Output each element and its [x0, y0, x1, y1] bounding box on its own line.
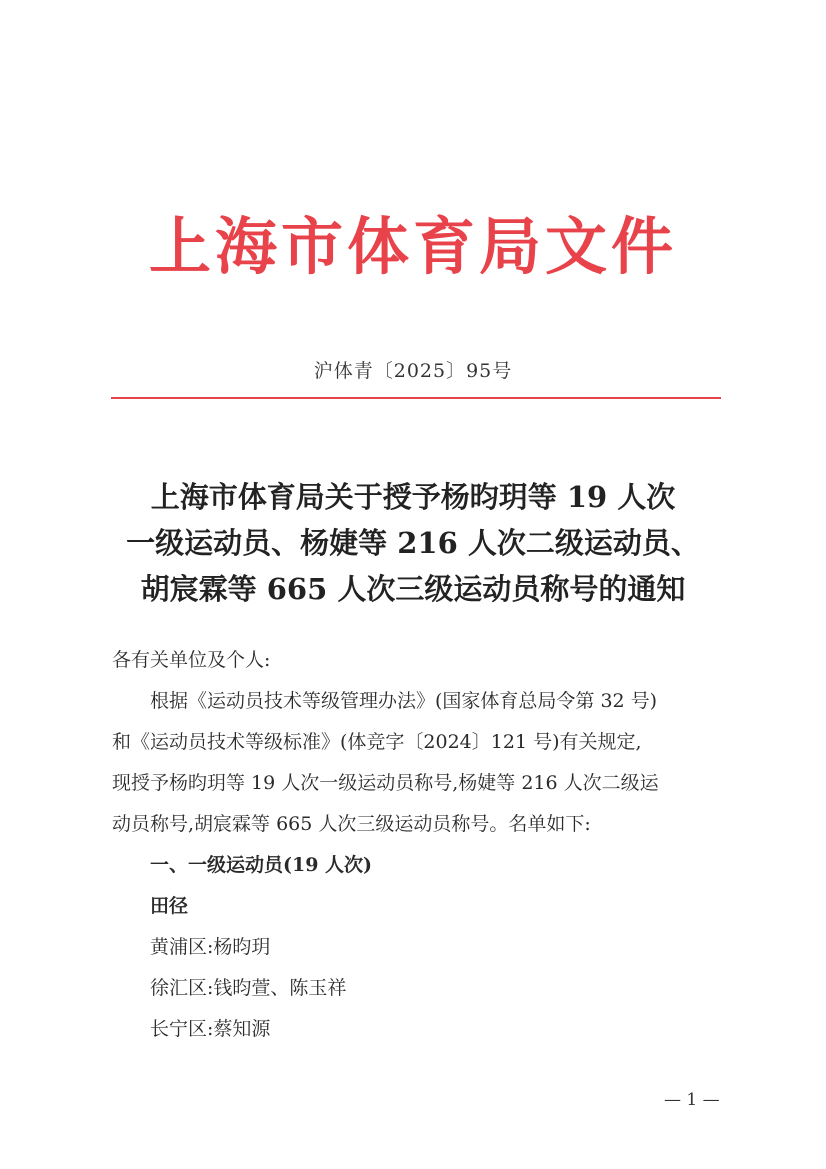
notice-body: [112, 640, 726, 1050]
document-number: 沪体青〔2025〕95号: [313, 360, 513, 382]
paragraph-line-2: 和《运动员技术等级标准》(体竞字〔2024〕121 号)有关规定,: [112, 731, 642, 753]
sub-heading: 田径: [150, 895, 189, 917]
list-item: 长宁区:蔡知源: [150, 1018, 271, 1040]
paragraph-line-1: 根据《运动员技术等级管理办法》(国家体育总局令第 32 号): [150, 690, 658, 712]
page-number: — 1 —: [664, 1090, 720, 1110]
notice-title: [90, 474, 736, 612]
salutation: 各有关单位及个人:: [112, 649, 271, 671]
red-divider-line: [111, 397, 721, 399]
paragraph-line-4: 动员称号,胡宸霖等 665 人次三级运动员称号。名单如下:: [112, 813, 591, 835]
paragraph-line-3: 现授予杨昀玥等 19 人次一级运动员称号,杨婕等 216 人次二级运: [112, 772, 659, 794]
notice-title-line-1: 上海市体育局关于授予杨昀玥等 19 人次: [150, 480, 676, 514]
document-header-title: 上海市体育局文件: [148, 210, 677, 283]
list-item: 黄浦区:杨昀玥: [150, 936, 271, 958]
section-heading: 一、一级运动员(19 人次): [150, 854, 373, 876]
notice-title-line-3: 胡宸霖等 665 人次三级运动员称号的通知: [140, 572, 686, 606]
notice-title-line-2: 一级运动员、杨婕等 216 人次二级运动员、: [126, 526, 700, 560]
list-item: 徐汇区:钱昀萱、陈玉祥: [150, 977, 347, 999]
